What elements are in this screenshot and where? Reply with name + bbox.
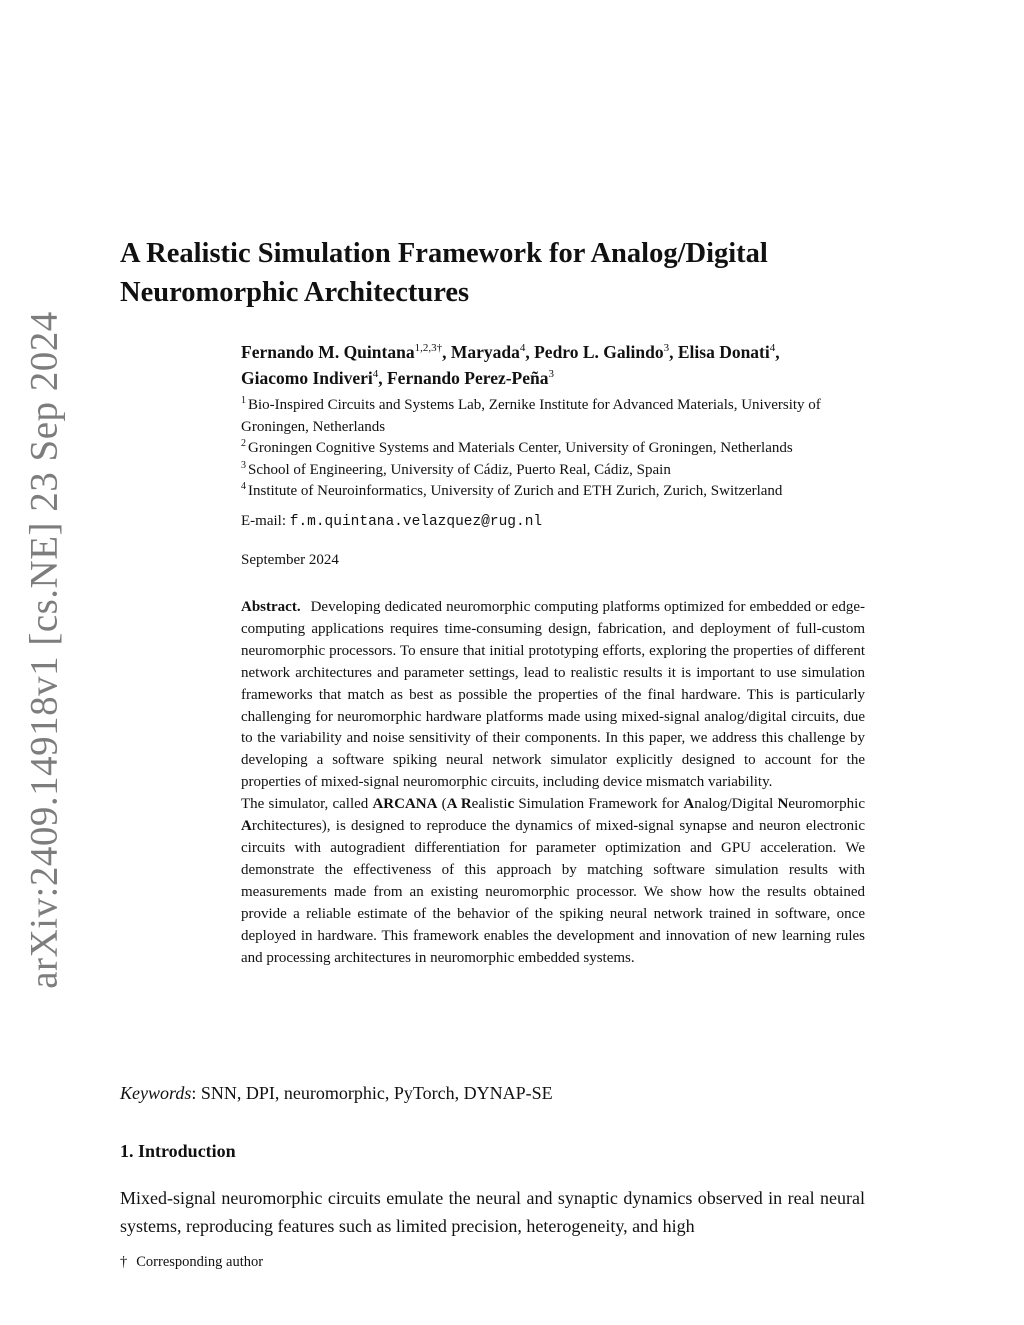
paper-title: A Realistic Simulation Framework for Analog/Digital Neuromorphic Architectures	[120, 238, 768, 308]
affiliation-item	[241, 395, 881, 438]
acronym-letter: A	[446, 796, 457, 813]
affiliation-item	[241, 438, 881, 460]
abstract-paragraph	[241, 597, 865, 794]
author-affiliation-mark: 4	[769, 342, 776, 354]
section-heading-introduction: 1. Introduction	[120, 1141, 236, 1161]
author-name: Fernando M. Quintana	[241, 342, 415, 362]
affiliation-number: 1	[241, 395, 246, 406]
affiliation-number: 3	[241, 459, 246, 471]
abstract-text: rchitectures), is designed to reproduce the dynamics of mixed-signal synapse and neuron electronic circuits with autogradient differentiation for parameter optimization and GPU acceleration. We demonstrate the effectiveness of this approach by matching software simulation results with measurements made from an existing neuromorphic processor. We show how the results obtained provide a reliable estimate of the behavior of the spiking neural network trained in software, once deployed in hardware. This framework enables the development and innovation of new learning rules and processing architectures in neuromorphic embedded systems.	[241, 818, 865, 966]
footnote-text: Corresponding author	[136, 1254, 264, 1270]
abstract-paragraph	[241, 794, 865, 969]
affiliation-number: 4	[241, 481, 246, 492]
acronym-letter: R	[456, 796, 472, 813]
author-affiliation-mark: 3	[663, 342, 670, 354]
body-paragraph: Mixed-signal neuromorphic circuits emulate the neural and synaptic dynamics observed in real neural systems, reproducing features such as limited precision, heterogeneity, and high	[120, 1188, 865, 1236]
abstract-label: Abstract.	[241, 599, 301, 615]
author-separator: ,	[669, 342, 678, 362]
arxiv-identifier-stamp: arXiv:2409.14918v1 [cs.NE] 23 Sep 2024	[22, 311, 66, 989]
affiliation-text: Groningen Cognitive Systems and Materials Center, University of Groningen, Netherlands	[248, 440, 793, 456]
affiliation-text: Bio-Inspired Circuits and Systems Lab, Zernike Institute for Advanced Materials, University of Groningen, Netherlands	[241, 397, 821, 435]
author-affiliation-mark: 4	[519, 342, 526, 354]
author-separator: ,	[442, 342, 451, 362]
author-name: Pedro L. Galindo	[534, 342, 664, 362]
contact-email	[241, 511, 542, 533]
abstract-text: nalog/Digital	[694, 796, 778, 813]
acronym-letter: c	[507, 796, 515, 813]
affiliation-item	[241, 481, 881, 503]
introduction-body	[120, 1185, 865, 1240]
keywords-colon: :	[191, 1083, 197, 1103]
abstract-text: ealisti	[471, 796, 508, 813]
author-list	[241, 339, 881, 391]
abstract-text: Developing dedicated neuromorphic computing platforms optimized for embedded or edge-computing applications requires time-consuming design, fabrication, and deployment of full-custom neuromorphic processors. To ensure that initial prototyping efforts, exploring the properties of different network architectures and parameter settings, lead to realistic results it is important to use simulation frameworks that match as best as possible the properties of the final hardware. This is particularly challenging for neuromorphic hardware platforms made using mixed-signal analog/digital circuits, due to the variability and noise sensitivity of their components. In this paper, we address this challenge by developing a software spiking neural network simulator explicitly designed to account for the properties of mixed-signal neuromorphic circuits, including device mismatch variability.	[241, 599, 865, 791]
author-separator: ,	[775, 342, 780, 362]
affiliation-item	[241, 460, 881, 482]
author-separator: ,	[525, 342, 535, 362]
author-affiliation-mark: 3	[548, 368, 554, 380]
email-address-link[interactable]: f.m.quintana.velazquez@rug.nl	[289, 514, 543, 530]
keywords-text: SNN, DPI, neuromorphic, PyTorch, DYNAP-SE	[200, 1083, 553, 1103]
keywords-label: Keywords	[120, 1083, 192, 1103]
author-name: Giacomo Indiveri	[241, 368, 373, 388]
affiliation-list	[241, 395, 881, 503]
affiliation-number: 2	[241, 438, 246, 449]
acronym-letter: N	[777, 796, 789, 813]
author-affiliation-mark: 1,2,3†	[414, 342, 443, 354]
email-label: E-mail:	[241, 513, 286, 529]
author-separator: ,	[378, 368, 387, 388]
footnote-symbol: †	[120, 1254, 128, 1270]
acronym-letter: A	[683, 796, 695, 813]
author-name: Elisa Donati	[677, 342, 770, 362]
keywords-line	[120, 1080, 553, 1106]
acronym-letter: A	[241, 818, 252, 835]
abstract-text: Simulation Framework for	[514, 796, 684, 813]
author-affiliation-mark: 4	[372, 368, 379, 380]
abstract-text: (	[437, 796, 447, 813]
abstract-text: euromorphic	[788, 796, 865, 813]
author-name: Maryada	[450, 342, 520, 362]
author-name: Fernando Perez-Peña	[386, 368, 549, 388]
affiliation-text: School of Engineering, University of Cádiz, Puerto Real, Cádiz, Spain	[248, 461, 671, 478]
abstract-section	[241, 597, 865, 969]
acronym-arcana: ARCANA	[372, 796, 438, 813]
publication-date: September 2024	[241, 552, 339, 568]
footnote	[120, 1252, 263, 1272]
affiliation-text: Institute of Neuroinformatics, University of Zurich and ETH Zurich, Zurich, Switzerland	[248, 483, 783, 499]
abstract-text: The simulator, called	[241, 796, 373, 813]
